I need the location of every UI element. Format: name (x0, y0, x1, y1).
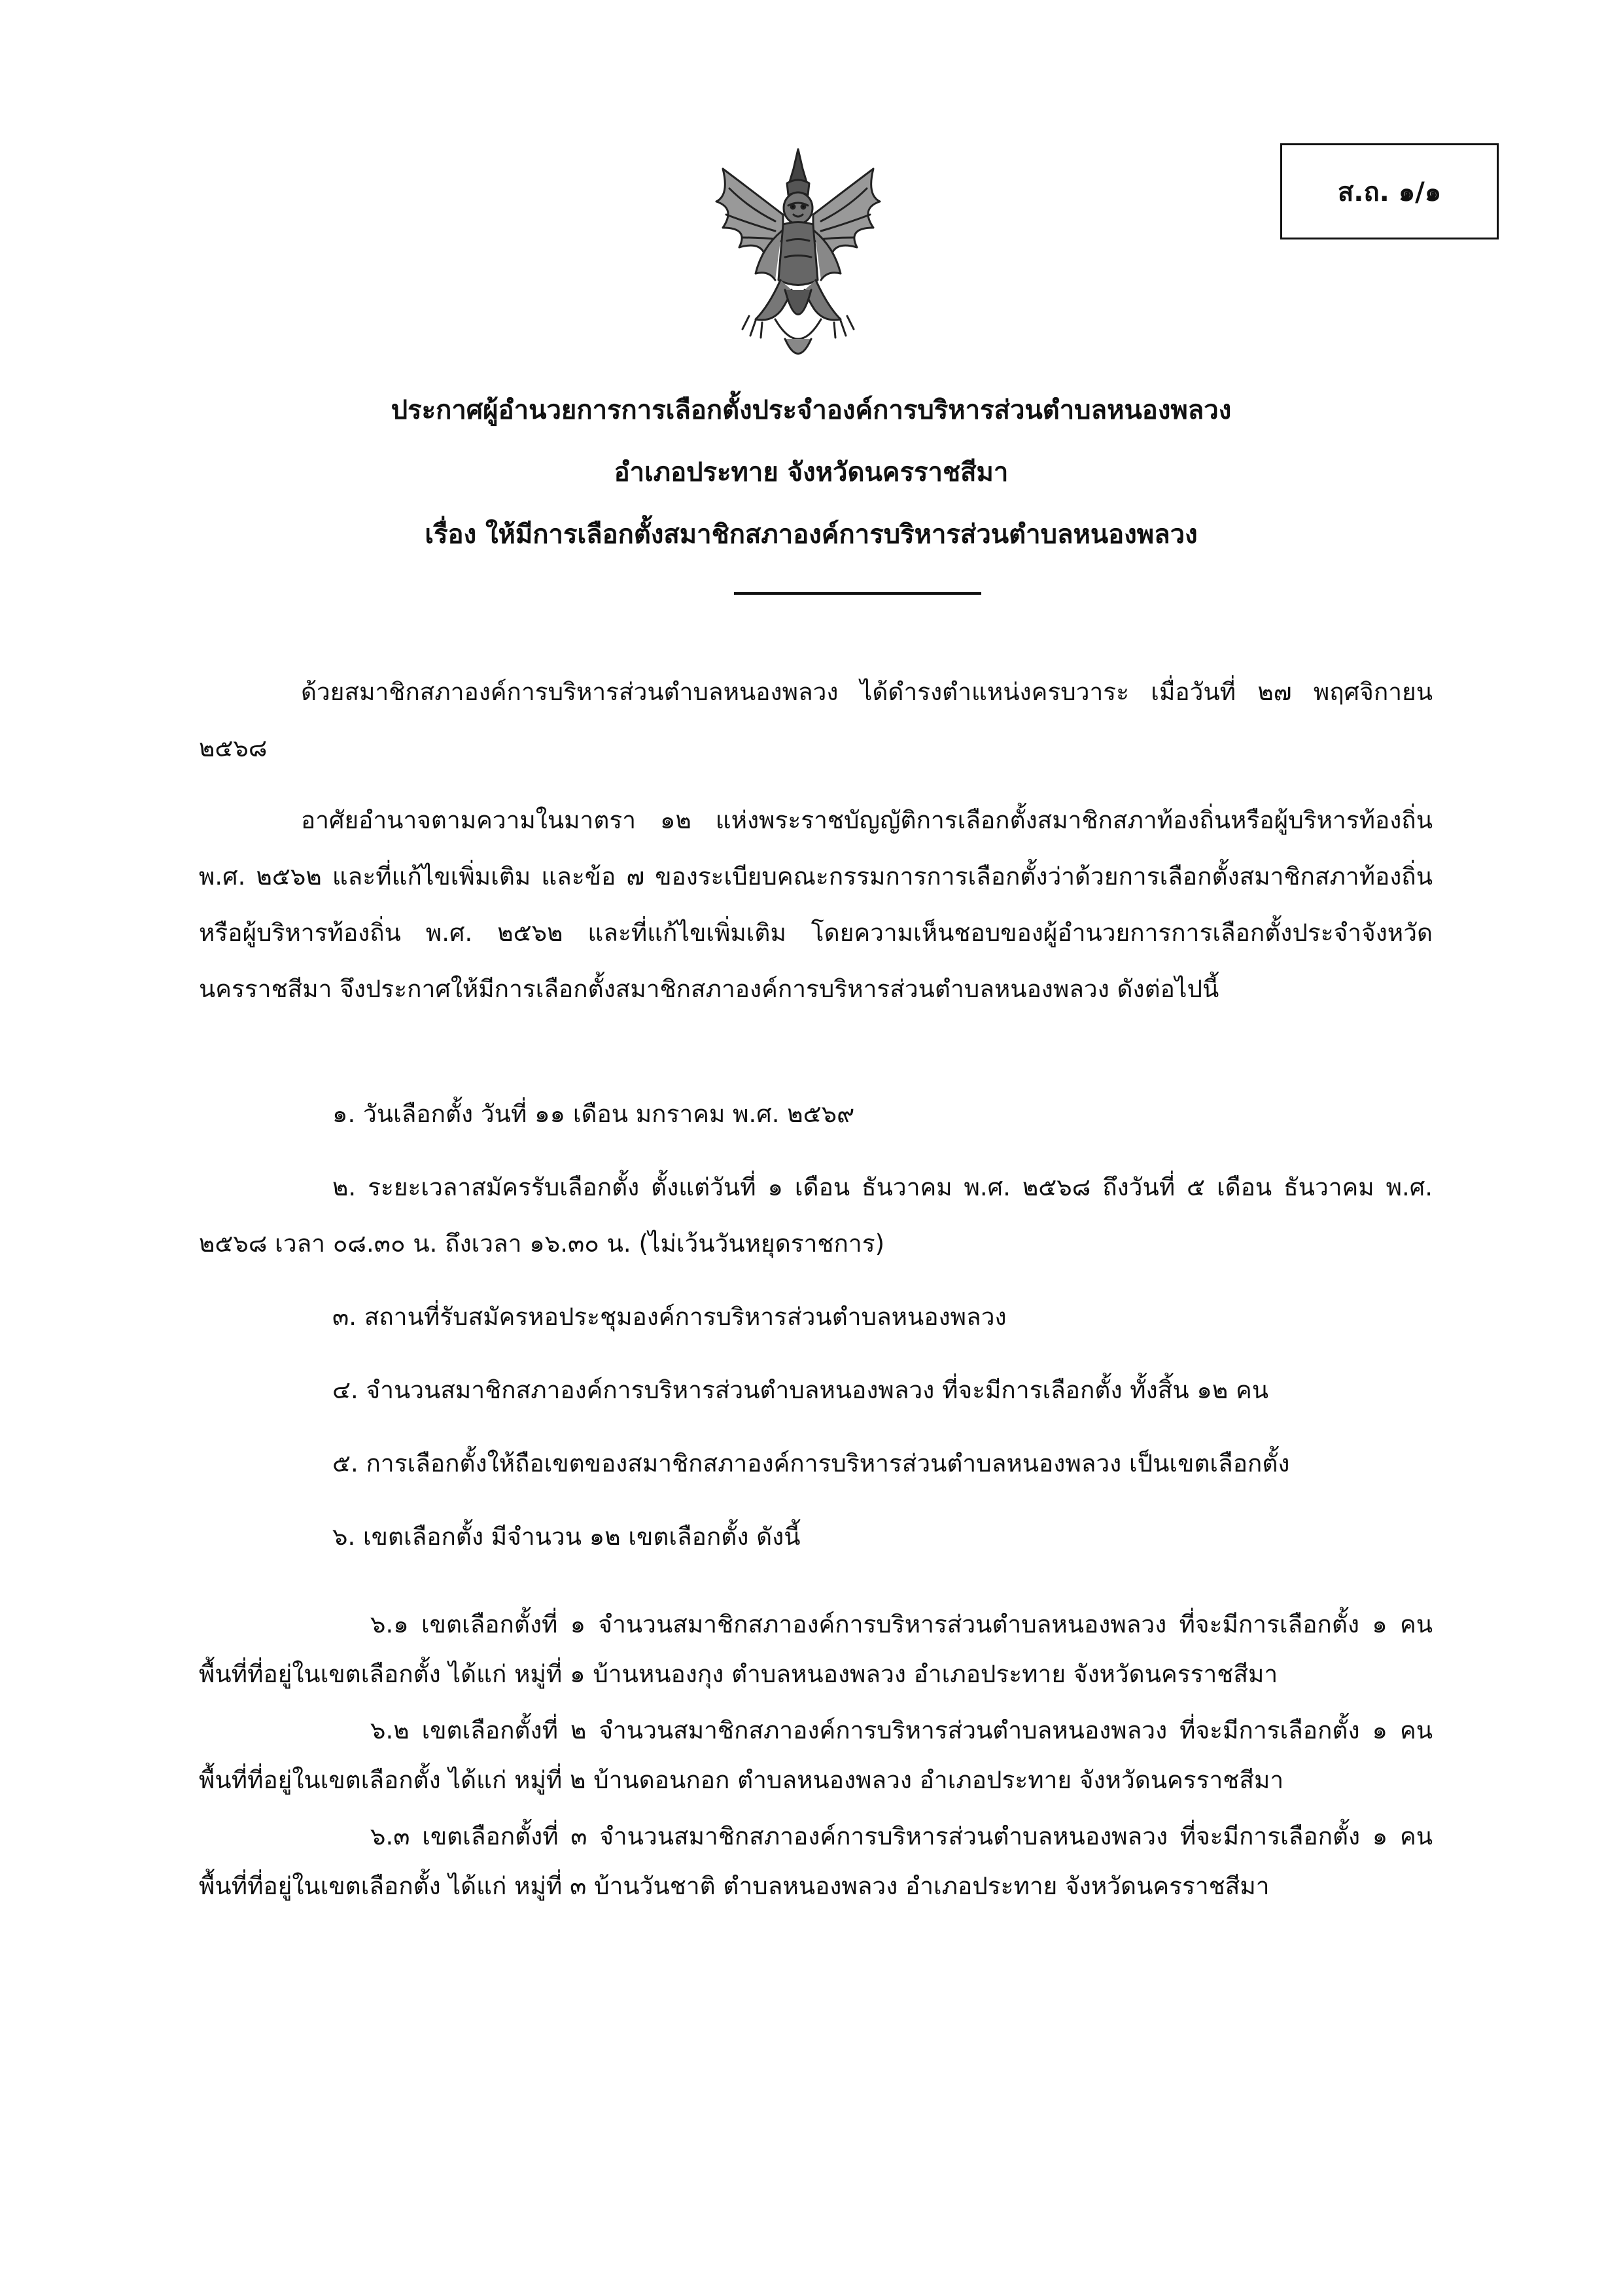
intro-section (199, 664, 1433, 1017)
list-item: ๑. วันเลือกตั้ง วันที่ ๑๑ เดือน มกราคม พ.ศ. ๒๕๖๙ (332, 1100, 855, 1128)
district-list (199, 1600, 1433, 1911)
district-item: ๖.๑ เขตเลือกตั้งที่ ๑ จำนวนสมาชิกสภาองค์การบริหารส่วนตำบลหนองพลวง ที่จะมีการเลือกตั้ง ๑ คน พื้นที่ที่อยู่ในเขตเลือกตั้ง ได้แก่ หมู่ที่ ๑ บ้านหนองกุง ตำบลหนองพลวง อำเภอประทาย จังหวัดนครราชสีมา (199, 1610, 1433, 1688)
title-divider (734, 592, 981, 595)
intro-paragraph-1: ด้วยสมาชิกสภาองค์การบริหารส่วนตำบลหนองพลวง ได้ดำรงตำแหน่งครบวาระ เมื่อวันที่ ๒๗ พฤศจิกายน ๒๕๖๘ (199, 678, 1433, 762)
title-line-1: ประกาศผู้อำนวยการการเลือกตั้งประจำองค์การบริหารส่วนตำบลหนองพลวง (391, 395, 1232, 425)
list-item: ๒. ระยะเวลาสมัครรับเลือกตั้ง ตั้งแต่วันที่ ๑ เดือน ธันวาคม พ.ศ. ๒๕๖๘ ถึงวันที่ ๕ เดือน ธันวาคม พ.ศ. ๒๕๖๘ เวลา ๐๘.๓๐ น. ถึงเวลา ๑๖.๓๐ น. (ไม่เว้นวันหยุดราชการ) (199, 1173, 1433, 1258)
title-line-2: อำเภอประทาย จังหวัดนครราชสีมา (614, 457, 1009, 487)
form-code-box (1280, 143, 1499, 239)
district-item: ๖.๓ เขตเลือกตั้งที่ ๓ จำนวนสมาชิกสภาองค์การบริหารส่วนตำบลหนองพลวง ที่จะมีการเลือกตั้ง ๑ คน พื้นที่ที่อยู่ในเขตเลือกตั้ง ได้แก่ หมู่ที่ ๓ บ้านวันชาติ ตำบลหนองพลวง อำเภอประทาย จังหวัดนครราชสีมา (199, 1822, 1433, 1900)
form-code-label: ส.ถ. ๑/๑ (1337, 177, 1442, 207)
list-item: ๓. สถานที่รับสมัครหอประชุมองค์การบริหารส่วนตำบลหนองพลวง (332, 1303, 1007, 1331)
announcement-title (196, 380, 1426, 566)
list-item: ๕. การเลือกตั้งให้ถือเขตของสมาชิกสภาองค์การบริหารส่วนตำบลหนองพลวง เป็นเขตเลือกตั้ง (332, 1449, 1290, 1477)
item-list (199, 1086, 1433, 1565)
list-item: ๖. เขตเลือกตั้ง มีจำนวน ๑๒ เขตเลือกตั้ง ดังนี้ (332, 1523, 801, 1551)
garuda-emblem-icon (710, 143, 886, 378)
title-line-3: เรื่อง ให้มีการเลือกตั้งสมาชิกสภาองค์การบริหารส่วนตำบลหนองพลวง (425, 520, 1198, 550)
intro-paragraph-2: อาศัยอำนาจตามความในมาตรา ๑๒ แห่งพระราชบัญญัติการเลือกตั้งสมาชิกสภาท้องถิ่นหรือผู้บริหารท้องถิ่น พ.ศ. ๒๕๖๒ และที่แก้ไขเพิ่มเติม และข้อ ๗ ของระเบียบคณะกรรมการการเลือกตั้งว่าด้วยการเลือกตั้งสมาชิกสภาท้องถิ่นหรือผู้บริหารท้องถิ่น พ.ศ. ๒๕๖๒ และที่แก้ไขเพิ่มเติม โดยความเห็นชอบของผู้อำนวยการการเลือกตั้งประจำจังหวัดนครราชสีมา จึงประกาศให้มีการเลือกตั้งสมาชิกสภาองค์การบริหารส่วนตำบลหนองพลวง ดังต่อไปนี้ (199, 806, 1433, 1003)
district-item: ๖.๒ เขตเลือกตั้งที่ ๒ จำนวนสมาชิกสภาองค์การบริหารส่วนตำบลหนองพลวง ที่จะมีการเลือกตั้ง ๑ คน พื้นที่ที่อยู่ในเขตเลือกตั้ง ได้แก่ หมู่ที่ ๒ บ้านดอนกอก ตำบลหนองพลวง อำเภอประทาย จังหวัดนครราชสีมา (199, 1716, 1433, 1794)
list-item: ๔. จำนวนสมาชิกสภาองค์การบริหารส่วนตำบลหนองพลวง ที่จะมีการเลือกตั้ง ทั้งสิ้น ๑๒ คน (332, 1376, 1269, 1404)
